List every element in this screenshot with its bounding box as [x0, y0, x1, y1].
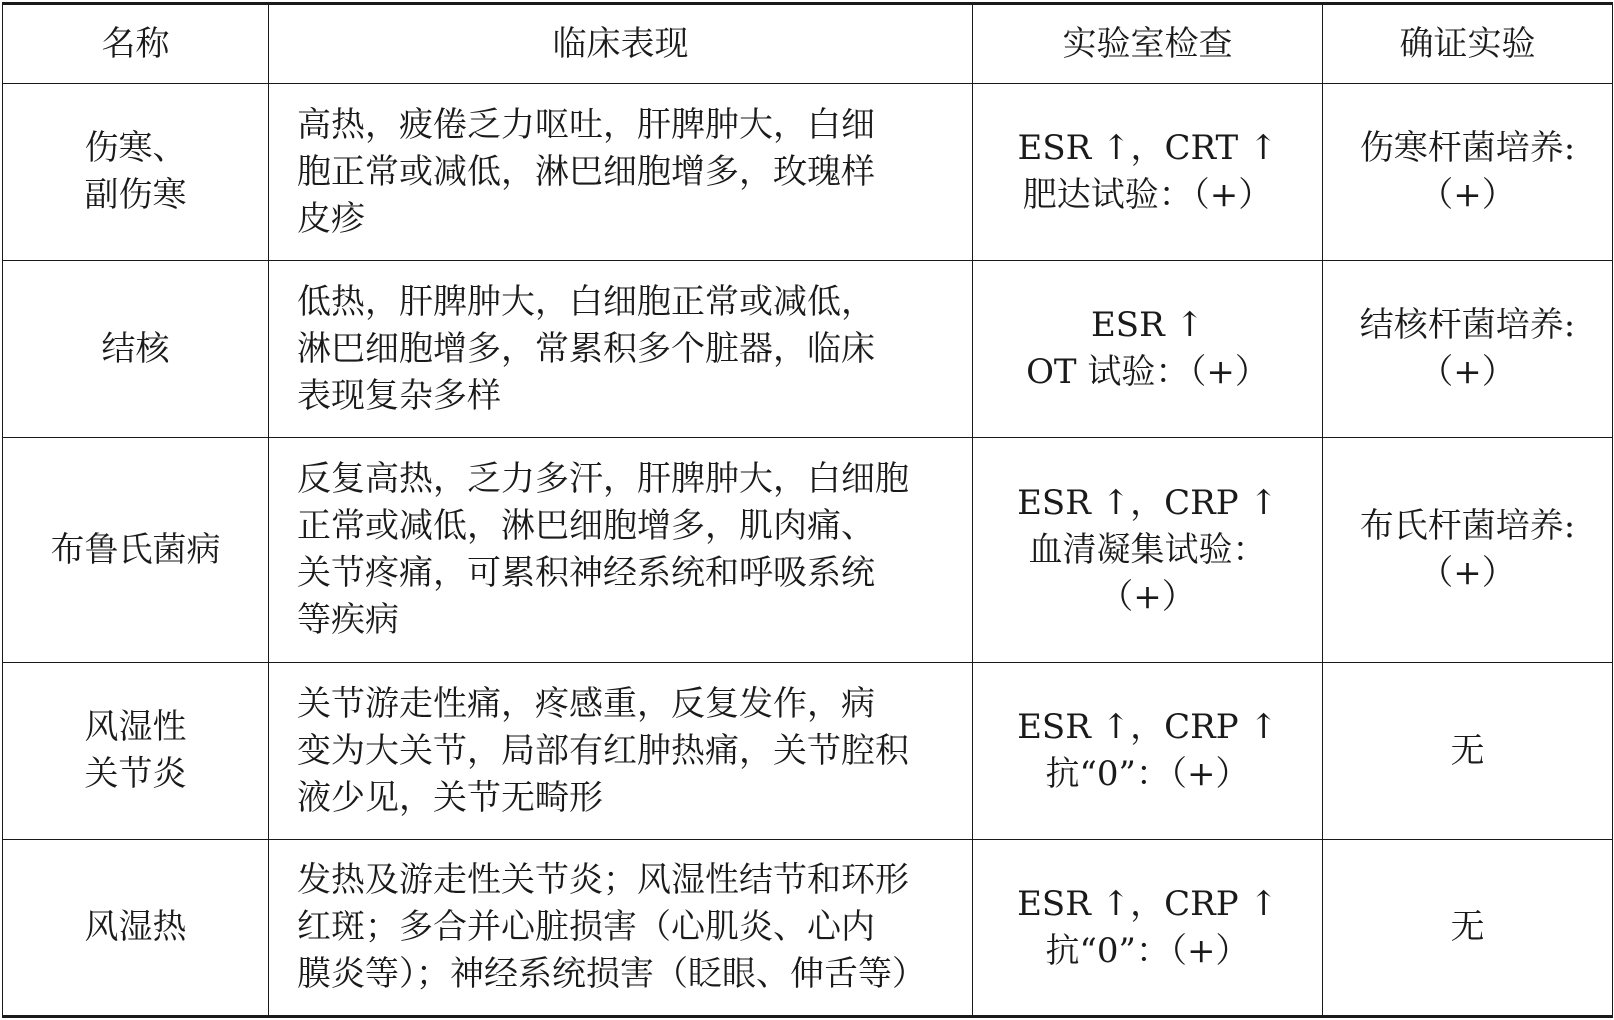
cell-name — [3, 840, 269, 1017]
table-row — [3, 84, 1613, 261]
cell-line: 布鲁氏菌病 — [50, 529, 221, 570]
cell-line: （+） — [1419, 553, 1516, 594]
cell-clinical — [269, 261, 973, 438]
cell-line: 抗“0”：（+） — [1045, 930, 1250, 971]
cell-clinical — [269, 84, 973, 261]
cell-line: 抗“0”：（+） — [1045, 754, 1250, 795]
cell-line: 关节炎 — [84, 754, 187, 795]
cell-name — [3, 84, 269, 261]
cell-line: 正常或减低，淋巴细胞增多，肌肉痛、 — [297, 506, 875, 547]
cell-name — [3, 663, 269, 840]
cell-confirm — [1323, 438, 1613, 663]
cell-line: 高热，疲倦乏力呕吐，肝脾肿大，白细 — [297, 104, 875, 145]
cell-line: （+） — [1099, 576, 1196, 617]
cell-line: ESR ↑，CRP ↑ — [1017, 883, 1278, 924]
cell-line: ESR ↑ — [1090, 305, 1204, 346]
cell-line: 副伤寒 — [84, 175, 187, 216]
header-name: 名称 — [3, 4, 269, 84]
cell-clinical — [269, 663, 973, 840]
cell-line: ESR ↑，CRP ↑ — [1017, 707, 1278, 748]
cell-line: 结核 — [101, 328, 170, 369]
cell-line: 反复高热，乏力多汗，肝脾肿大，白细胞 — [297, 459, 909, 500]
cell-lab — [973, 840, 1323, 1017]
cell-line: 肥达试验：（+） — [1022, 175, 1273, 216]
cell-name — [3, 261, 269, 438]
cell-lab — [973, 84, 1323, 261]
cell-confirm — [1323, 840, 1613, 1017]
table-row — [3, 261, 1613, 438]
cell-line: 关节游走性痛，疼感重，反复发作，病 — [297, 683, 875, 724]
cell-line: ESR ↑，CRT ↑ — [1017, 128, 1278, 169]
cell-line: 胞正常或减低，淋巴细胞增多，玫瑰样 — [297, 151, 875, 192]
cell-line: （+） — [1419, 352, 1516, 393]
cell-line: 血清凝集试验： — [1028, 529, 1267, 570]
cell-lab — [973, 438, 1323, 663]
cell-clinical — [269, 438, 973, 663]
cell-line: 结核杆菌培养: — [1359, 305, 1576, 346]
table-row — [3, 663, 1613, 840]
cell-lab — [973, 663, 1323, 840]
cell-line: 无 — [1450, 907, 1485, 947]
cell-line: OT 试验：（+） — [1026, 352, 1269, 393]
cell-line: ESR ↑，CRP ↑ — [1017, 482, 1278, 523]
cell-line: 液少见，关节无畸形 — [297, 777, 603, 818]
cell-line: 低热，肝脾肿大，白细胞正常或减低， — [297, 281, 875, 322]
cell-name — [3, 438, 269, 663]
cell-line: 风湿性 — [84, 707, 187, 748]
table-row — [3, 840, 1613, 1017]
cell-lab — [973, 261, 1323, 438]
cell-confirm — [1323, 261, 1613, 438]
cell-line: 淋巴细胞增多，常累积多个脏器，临床 — [297, 328, 875, 369]
cell-clinical — [269, 840, 973, 1017]
cell-line: 伤寒、 — [84, 128, 187, 169]
cell-line: 布氏杆菌培养: — [1359, 506, 1576, 547]
header-confirm: 确证实验 — [1323, 4, 1613, 84]
cell-line: 等疾病 — [297, 600, 399, 641]
disease-comparison-table — [2, 2, 1613, 1018]
cell-line: 风湿热 — [84, 907, 187, 947]
cell-line: 变为大关节，局部有红肿热痛，关节腔积 — [297, 730, 909, 771]
cell-line: 皮疹 — [297, 198, 365, 239]
cell-line: 无 — [1450, 730, 1485, 771]
cell-confirm — [1323, 84, 1613, 261]
cell-line: 红斑；多合并心脏损害（心肌炎、心内 — [297, 907, 875, 947]
cell-line: 表现复杂多样 — [297, 375, 501, 416]
table-header-row — [3, 4, 1613, 84]
cell-line: （+） — [1419, 175, 1516, 216]
table-row — [3, 438, 1613, 663]
cell-confirm — [1323, 663, 1613, 840]
cell-line: 伤寒杆菌培养: — [1359, 128, 1576, 169]
cell-line: 膜炎等）；神经系统损害（眨眼、伸舌等） — [297, 954, 926, 994]
header-lab: 实验室检查 — [973, 4, 1323, 84]
cell-line: 发热及游走性关节炎；风湿性结节和环形 — [297, 860, 909, 900]
header-clinical: 临床表现 — [269, 4, 973, 84]
cell-line: 关节疼痛，可累积神经系统和呼吸系统 — [297, 553, 875, 594]
